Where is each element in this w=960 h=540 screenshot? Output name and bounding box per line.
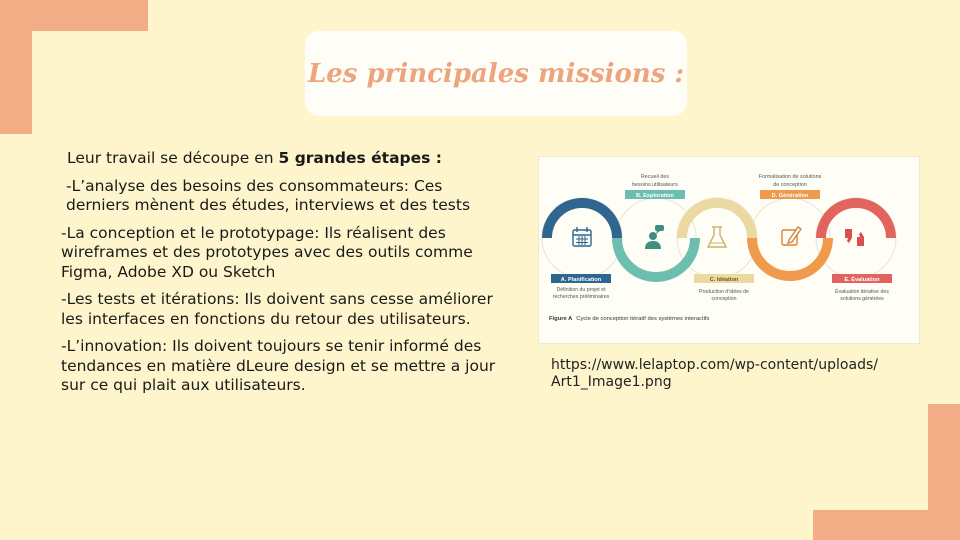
mission-separator: :	[161, 337, 173, 355]
top-caption: Recueil des	[640, 174, 670, 180]
thumbs-icon	[845, 229, 864, 246]
mission-label: -L’innovation	[61, 337, 162, 355]
intro-line	[67, 149, 501, 169]
user-chat-icon	[645, 225, 664, 249]
bottom-caption: Définition du projet et	[556, 287, 606, 293]
design-cycle-figure	[538, 156, 920, 344]
title-box	[305, 31, 687, 116]
mission-label: -La conception et le prototypage	[61, 223, 315, 242]
corner-decoration-top-left-vertical	[0, 0, 32, 134]
mission-paragraph	[61, 337, 501, 396]
arc-planification	[547, 203, 617, 238]
top-caption: de conception	[773, 182, 807, 188]
stage-label: C. Idéation	[709, 277, 739, 283]
source-url	[551, 357, 911, 391]
mission-text: Ces derniers mènent des études, interviews et des tests	[66, 176, 471, 214]
mission-separator: :	[403, 176, 414, 195]
corner-decoration-bottom-right	[813, 510, 960, 540]
bottom-caption: recherches préliminaires	[552, 294, 610, 300]
bottom-caption: solutions générées	[840, 296, 884, 302]
calendar-icon	[573, 227, 591, 246]
stage-label: A. Planification	[560, 277, 602, 283]
mission-paragraph	[61, 177, 501, 216]
mission-text: Ils doivent toujours se tenir informé des tendances en matière dLeure design et se mettre a jour sur ce qui plait aux utilisateurs.	[61, 337, 496, 394]
stage-label: E. Évaluation	[844, 277, 880, 283]
mission-text: Ils doivent sans cesse améliorer les interfaces en fonctions du retour des utilisateurs.	[61, 290, 493, 328]
top-caption: besoins utilisateurs	[632, 182, 678, 188]
bottom-caption: Évaluation itérative des	[835, 289, 889, 295]
pencil-edit-icon	[782, 227, 801, 245]
mission-label: -Les tests et itérations	[61, 290, 235, 308]
design-cycle-diagram	[539, 157, 919, 343]
bottom-caption: conception	[711, 296, 737, 302]
mission-text: Ils réalisent des wireframes et des prototypes avec des outils comme Figma, Adobe XD ou Sketch	[61, 223, 473, 281]
top-caption: Formalisation de solutions	[758, 174, 822, 180]
mission-paragraph	[61, 290, 501, 329]
intro-prefix: Leur travail se découpe en	[67, 149, 279, 167]
source-url-line: Art1_Image1.png	[551, 374, 672, 390]
mission-label: -L’analyse des besoins des consommateurs	[66, 176, 404, 195]
arc-ideation	[682, 203, 752, 238]
slide-title: Les principales missions :	[307, 58, 685, 89]
arc-evaluation	[821, 203, 891, 238]
figure-caption	[549, 316, 709, 322]
source-url-line: https://www.lelaptop.com/wp-content/uploads/	[551, 357, 878, 373]
stage-label: D. Génération	[771, 193, 809, 199]
bottom-caption: Production d’idées de	[699, 289, 749, 295]
body-text	[61, 149, 501, 404]
mission-paragraph	[61, 224, 501, 283]
stage-label: B. Exploration	[636, 193, 674, 199]
mission-separator: :	[234, 290, 245, 308]
intro-bold: 5 grandes étapes :	[278, 149, 442, 167]
figure-caption-bold: Figure A	[549, 316, 573, 322]
figure-caption-text: Cycle de conception itératif des systèmes interactifs	[576, 316, 710, 322]
mission-separator: :	[314, 223, 325, 242]
flask-icon	[708, 227, 726, 247]
